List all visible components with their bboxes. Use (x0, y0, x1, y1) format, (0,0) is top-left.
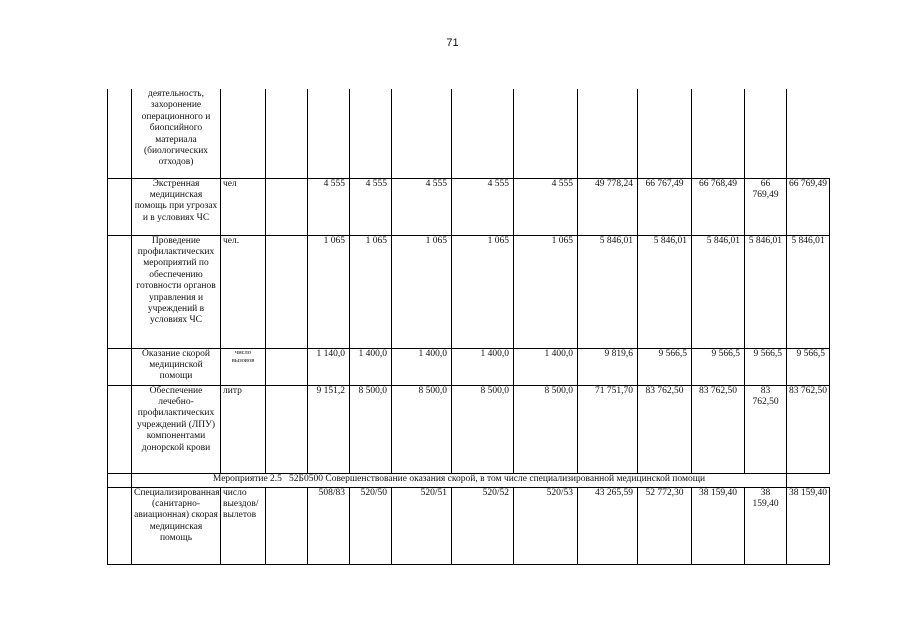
table-row (108, 385, 830, 473)
value-cell: 8 500,0 (452, 385, 514, 473)
value-cell: 38 159,40 (692, 487, 745, 564)
value-cell: 83 762,50 (745, 385, 787, 473)
row-unit (221, 89, 266, 178)
value-cell: 9 819,6 (578, 348, 638, 385)
table-row (108, 89, 830, 178)
value-cell: 5 846,01 (787, 235, 830, 348)
value-cell: 8 500,0 (392, 385, 452, 473)
value-cell: 1 065 (392, 235, 452, 348)
value-cell: 38 159,40 (745, 487, 787, 564)
value-cell: 4 555 (392, 178, 452, 235)
value-cell: 1 065 (452, 235, 514, 348)
value-cell: 1 065 (350, 235, 392, 348)
row-unit: число выездов/ вылетов (221, 487, 266, 564)
value-cell (578, 89, 638, 178)
value-cell: 1 400,0 (514, 348, 578, 385)
value-cell: 508/83 (308, 487, 350, 564)
value-cell: 66 769,49 (787, 178, 830, 235)
table-row (108, 178, 830, 235)
value-cell: 9 151,2 (308, 385, 350, 473)
row-name: деятельность, захоронение операционного и биопсийного материала (биологических отходов) (132, 89, 221, 178)
value-cell: 43 265,59 (578, 487, 638, 564)
value-cell: 520/50 (350, 487, 392, 564)
value-cell: 520/52 (452, 487, 514, 564)
value-cell (392, 89, 452, 178)
value-cell: 1 400,0 (350, 348, 392, 385)
table-row (108, 487, 830, 564)
event-row (108, 473, 830, 487)
row-name: Обеспечение лечебно-профилактических учреждений (ЛПУ) компонентами донорской крови (132, 385, 221, 473)
row-unit: литр (221, 385, 266, 473)
value-cell (745, 89, 787, 178)
value-cell: 83 762,50 (787, 385, 830, 473)
value-cell: 66 768,49 (692, 178, 745, 235)
value-cell: 52 772,30 (638, 487, 692, 564)
value-cell: 520/51 (392, 487, 452, 564)
value-cell: 5 846,01 (745, 235, 787, 348)
value-cell: 5 846,01 (638, 235, 692, 348)
row-name: Специализированная (санитарно-авиационная) скорая медицинская помощь (132, 487, 221, 564)
row-unit: чел. (221, 235, 266, 348)
value-cell: 4 555 (514, 178, 578, 235)
event-heading (132, 473, 787, 487)
value-cell: 1 400,0 (392, 348, 452, 385)
value-cell: 9 566,5 (745, 348, 787, 385)
event-description: 52Б0500 Совершенствование оказания скорой, в том числе специализированной медицинской помощи (289, 473, 706, 484)
row-name: Проведение профилактических мероприятий по обеспечению готовности органов управления и учреждений в условиях ЧС (132, 235, 221, 348)
value-cell: 520/53 (514, 487, 578, 564)
value-cell (308, 89, 350, 178)
value-cell: 5 846,01 (692, 235, 745, 348)
value-cell: 49 778,24 (578, 178, 638, 235)
budget-table (107, 89, 830, 565)
value-cell (514, 89, 578, 178)
value-cell: 1 065 (514, 235, 578, 348)
value-cell: 66 769,49 (745, 178, 787, 235)
value-cell (638, 89, 692, 178)
table-row (108, 235, 830, 348)
value-cell: 8 500,0 (514, 385, 578, 473)
row-unit: чел (221, 178, 266, 235)
value-cell: 9 566,5 (692, 348, 745, 385)
row-unit: число вызовов (221, 348, 266, 385)
page-number: 71 (446, 37, 459, 49)
value-cell: 1 140,0 (308, 348, 350, 385)
value-cell: 9 566,5 (638, 348, 692, 385)
value-cell (452, 89, 514, 178)
value-cell: 4 555 (308, 178, 350, 235)
table-row (108, 348, 830, 385)
row-name: Оказание скорой медицинской помощи (132, 348, 221, 385)
value-cell: 71 751,70 (578, 385, 638, 473)
row-name: Экстренная медицинская помощь при угрозах и в условиях ЧС (132, 178, 221, 235)
value-cell: 5 846,01 (578, 235, 638, 348)
value-cell: 38 159,40 (787, 487, 830, 564)
value-cell: 83 762,50 (692, 385, 745, 473)
value-cell (350, 89, 392, 178)
value-cell: 4 555 (350, 178, 392, 235)
value-cell: 66 767,49 (638, 178, 692, 235)
event-label: Мероприятие 2.5 (212, 473, 282, 484)
value-cell: 1 065 (308, 235, 350, 348)
value-cell: 4 555 (452, 178, 514, 235)
value-cell: 83 762,50 (638, 385, 692, 473)
value-cell (692, 89, 745, 178)
value-cell: 8 500,0 (350, 385, 392, 473)
value-cell: 9 566,5 (787, 348, 830, 385)
value-cell: 1 400,0 (452, 348, 514, 385)
